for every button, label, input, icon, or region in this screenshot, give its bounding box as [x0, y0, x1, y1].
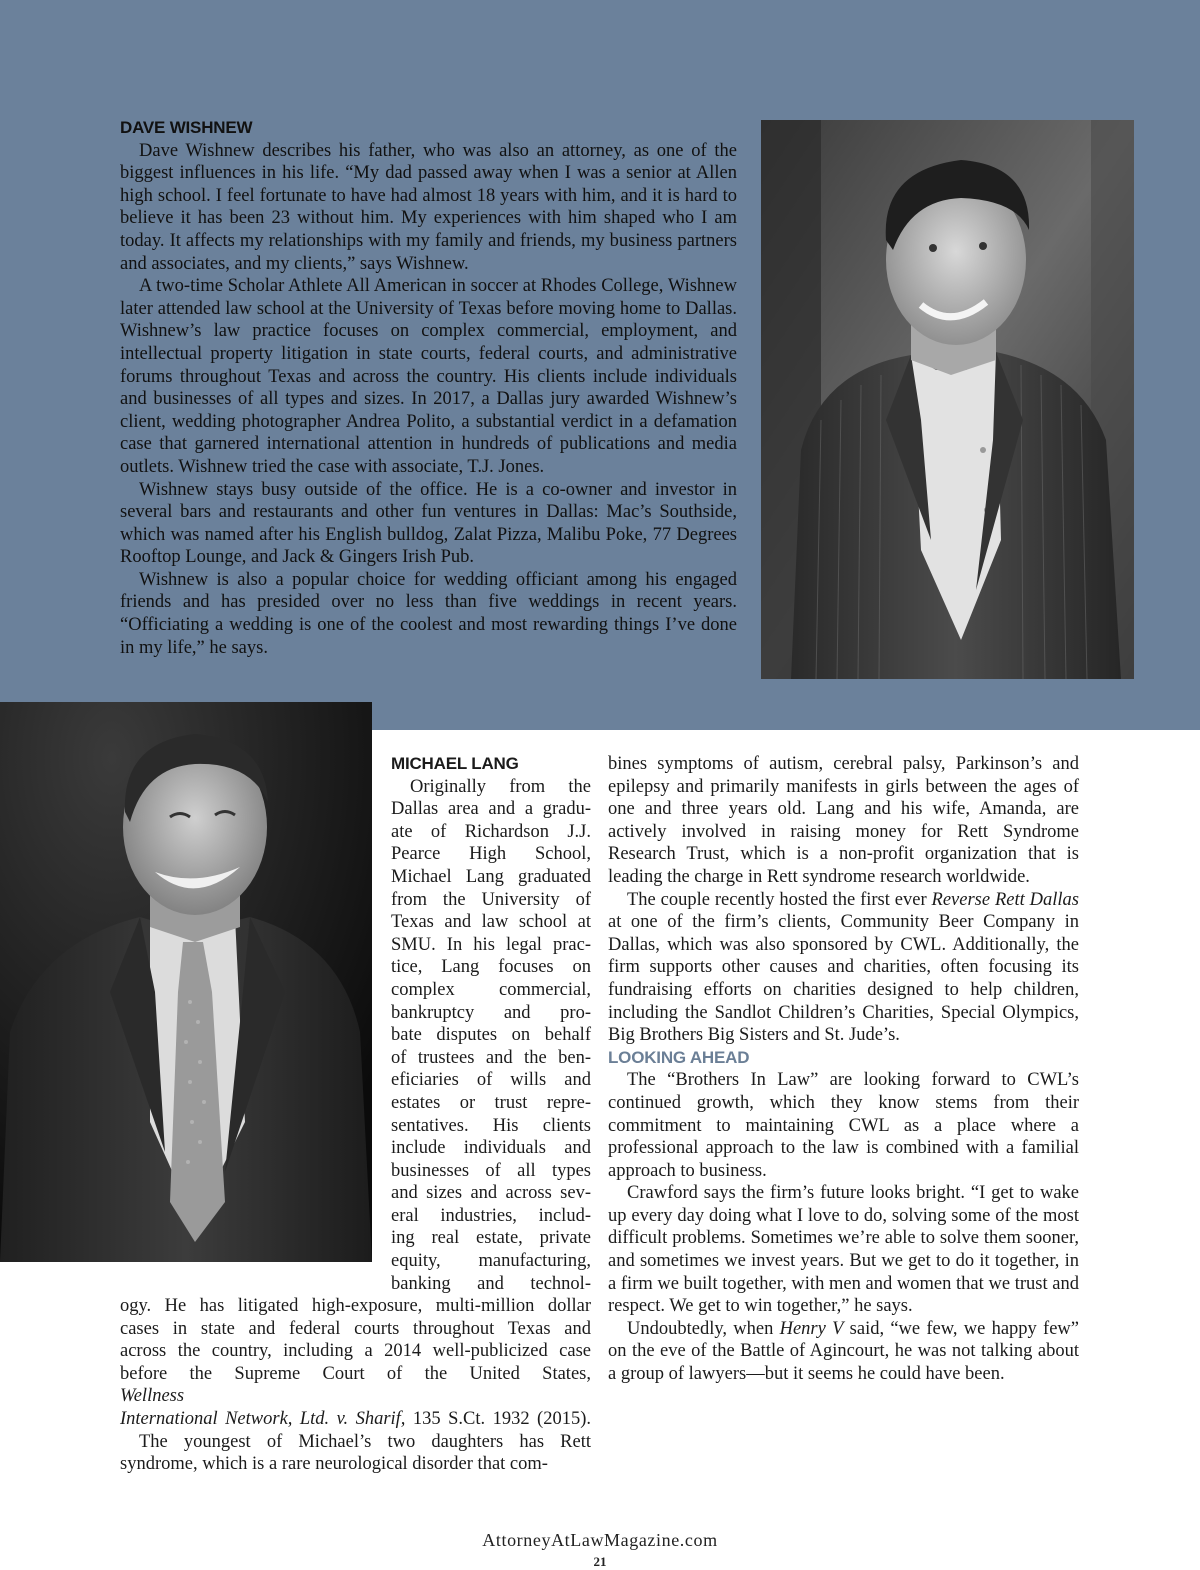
- lang-text-line: tice, Lang focuses on: [391, 957, 591, 978]
- looking-ahead-heading: LOOKING AHEAD: [608, 1047, 750, 1067]
- lang-text-line: across the country, including a 2014 well-publicized case: [120, 1341, 591, 1362]
- col3-paragraph: [608, 889, 1079, 1047]
- col3-event-name: Reverse Rett Dallas: [931, 889, 1079, 910]
- lang-case-cite: 135 S.Ct. 1932 (2015).: [412, 1408, 591, 1429]
- lang-text-line: eral industries, includ-: [391, 1205, 591, 1226]
- lang-text-line: businesses of all types: [391, 1160, 591, 1181]
- lang-case-name: Wellness: [120, 1386, 185, 1407]
- lang-paragraph: The youngest of Michael’s two daughters has Rett syndrome, which is a rare neurological disorder that com-: [120, 1431, 591, 1475]
- col3-text: The couple recently hosted the first ever: [627, 889, 927, 910]
- lang-text-line: banking and technol-: [391, 1273, 591, 1294]
- lang-photo: [0, 702, 372, 1262]
- lang-case-name: International Network, Ltd. v. Sharif,: [120, 1408, 406, 1429]
- lang-text-line: Pearce High School,: [391, 844, 591, 865]
- page-number: 21: [593, 1554, 607, 1569]
- col3-king-name: Henry V: [779, 1318, 844, 1339]
- wishnew-paragraph: Wishnew is also a popular choice for wedding officiant among his engaged friends and has presided over no less than five weddings in recent years. “Officiating a wedding is one of the coolest and most rewarding things I’ve done in my life,” he says.: [120, 569, 737, 658]
- lang-text-line: Texas and law school at: [391, 912, 591, 933]
- wishnew-heading: DAVE WISHNEW: [120, 118, 253, 137]
- lang-text-line: before the Supreme Court of the United States,: [120, 1363, 591, 1384]
- lang-text-line: estates or trust repre-: [391, 1092, 591, 1113]
- lang-heading: MICHAEL LANG: [391, 754, 519, 773]
- wishnew-paragraph: A two-time Scholar Athlete All American in soccer at Rhodes College, Wishnew later attended law school at the University of Texas before moving home to Dallas. Wishnew’s law practice focuses on complex commercial, employment, and intellectual property litigation in state courts, federal courts, and administrative forums throughout Texas and across the country. His clients include individuals and businesses of all types and sizes. In 2017, a Dallas jury awarded Wishnew’s client, wedding photographer Andrea Polito, a substantial verdict in a defamation case that garnered international attention in hundreds of publications and media outlets. Wishnew tried the case with associate, T.J. Jones.: [120, 276, 737, 477]
- lang-text-line: include individuals and: [391, 1138, 591, 1159]
- wishnew-paragraph: Wishnew stays busy outside of the office. He is a co-owner and investor in several bars and restaurants and other fun ventures in Dallas: Mac’s Southside, which was named after his English bulldog, Zalat Pizza, Malibu Poke, 77 Degrees Rooftop Lounge, and Jack & Gingers Irish Pub.: [120, 479, 737, 568]
- lang-text-line: from the University of: [391, 889, 591, 910]
- col3-section: [608, 753, 1079, 1386]
- col3-text: Undoubtedly, when: [627, 1318, 774, 1339]
- col3-paragraph: Crawford says the firm’s future looks bright. “I get to wake up every day doing what I love to do, solving some of the most difficult problems. Sometimes we’re able to solve them sooner, and sometimes we invest years. But we get to do it together, in a firm we built together, with men and women that we trust and respect. We get to win together,” he says.: [608, 1183, 1079, 1317]
- lang-wide-text: [120, 1295, 591, 1385]
- lang-narrow-text: [391, 776, 591, 1296]
- col3-paragraph: bines symptoms of autism, cerebral palsy, Parkinson’s and epilepsy and primarily manifests in girls between the ages of one and three years old. Lang and his wife, Amanda, are actively involved in raising money for Rett Syndrome Research Trust, which is a non-profit organization that is leading the charge in Rett syndrome research worldwide.: [608, 754, 1079, 887]
- lang-text-line: of trustees and the ben-: [391, 1047, 591, 1068]
- lang-text-line: complex commercial,: [391, 979, 591, 1000]
- lang-text-line: equity, manufacturing,: [391, 1251, 591, 1272]
- wishnew-paragraph: Dave Wishnew describes his father, who was also an attorney, as one of the biggest influences in his life. “My dad passed away when I was a senior at Allen high school. I feel fortunate to have had almost 18 years with him, and it is hard to believe it has been 23 without him. My experiences with him shaped who I am today. It affects my relationships with my family and friends, my business partners and associates, and my clients,” says Wishnew.: [120, 140, 737, 274]
- lang-text-line: SMU. In his legal prac-: [391, 934, 591, 955]
- lang-text-line: sentatives. His clients: [391, 1115, 591, 1136]
- col3-text: said, “we few, we happy few” on the eve of the Battle of Agincourt, he was not talking about a group of lawyers—but it seems he could have been.: [608, 1318, 1079, 1385]
- lang-section: [391, 753, 591, 1295]
- lang-text-line: ogy. He has litigated high-exposure, multi-million dollar: [120, 1296, 591, 1316]
- lang-text-line: Dallas area and a gradu-: [391, 799, 591, 820]
- col3-text: at one of the firm’s clients, Community Beer Company in Dallas, which was also sponsored by CWL. Additionally, the firm supports other causes and charities, often focusing its fundraising efforts on charities designed to help children, including the Sandlot Children’s Charities, Special Olympics, Big Brothers Big Sisters and St. Jude’s.: [608, 912, 1079, 1046]
- lang-text-line: ate of Richardson J.J.: [391, 821, 591, 842]
- lang-text-line: cases in state and federal courts throughout Texas and: [120, 1318, 591, 1339]
- lang-text-line: Originally from the: [410, 776, 591, 797]
- lang-text-line: Michael Lang graduated: [391, 866, 591, 887]
- lang-text-line: bate disputes on behalf: [391, 1025, 591, 1046]
- lang-text-line: bankruptcy and pro-: [391, 1002, 591, 1023]
- wishnew-section: [120, 117, 737, 659]
- lang-text-line: and sizes and across sev-: [391, 1183, 591, 1204]
- lang-text-line: eficiaries of wills and: [391, 1070, 591, 1091]
- lang-text-line: ing real estate, private: [391, 1228, 591, 1249]
- col3-paragraph: [608, 1318, 1079, 1386]
- wishnew-photo: [761, 120, 1134, 679]
- lang-case-line: [120, 1385, 591, 1408]
- footer-site: AttorneyAtLawMagazine.com: [482, 1530, 718, 1550]
- lang-section-continued: [120, 1295, 591, 1476]
- lang-case-line: [120, 1408, 591, 1431]
- col3-paragraph: The “Brothers In Law” are looking forward to CWL’s continued growth, which they know stems from their commitment to maintaining CWL as a place where a professional approach to the law is combined with a familial approach to business.: [608, 1070, 1079, 1181]
